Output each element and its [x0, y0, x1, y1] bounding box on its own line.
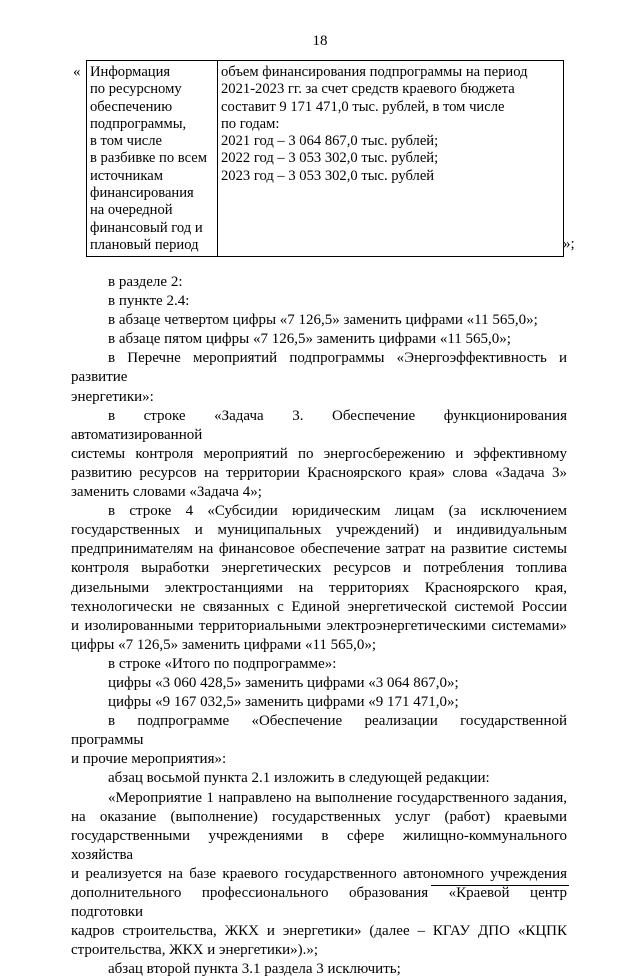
value-line: 2021 год – 3 064 867,0 тыс. рублей; [221, 133, 439, 150]
paragraph-line: «Мероприятие 1 направлено на выполнение государственного задания, [108, 789, 567, 806]
paragraph-line: цифры «9 167 032,5» заменить цифрами «9 171 471,0»; [108, 694, 459, 711]
paragraph-line: в разделе 2: [108, 274, 183, 290]
paragraph-line: в строке 4 «Субсидии юридическим лицам (за исключением [108, 503, 567, 520]
paragraph-line: предпринимателям на финансовое обеспечение затрат на развитие системы [71, 541, 567, 558]
label-line: Информация [90, 64, 171, 80]
paragraph-line: технологически не связанных с Единой энергетической системой России [71, 598, 567, 615]
paragraph-line: контроля выработки энергетических ресурсов и потребления топлива [71, 560, 567, 577]
opening-quote: « [73, 64, 81, 80]
body-text [71, 273, 567, 979]
paragraph-line: на оказание (выполнение) государственных услуг (работ) краевыми [71, 808, 567, 825]
label-line: на очередной [90, 202, 173, 219]
label-line: подпрограммы, [90, 115, 187, 132]
value-line: объем финансирования подпрограммы на период [221, 64, 528, 80]
paragraph-line: в Перечне мероприятий подпрограммы «Энергоэффективность и развитие [71, 350, 567, 386]
value-line: 2023 год – 3 053 302,0 тыс. рублей [221, 167, 435, 184]
page-number: 18 [312, 33, 328, 49]
paragraph-line: абзац восьмой пункта 2.1 изложить в следующей редакции: [108, 770, 490, 787]
paragraph-line: в строке «Задача 3. Обеспечение функционирования автоматизированной [71, 407, 567, 443]
paragraph-line: строительства, ЖКХ и энергетики»).»; [71, 942, 319, 959]
label-line: источникам [90, 167, 163, 184]
footer-divider [431, 885, 569, 886]
paragraph-line: и прочие мероприятия»: [71, 751, 227, 768]
paragraph-line: государственных и муниципальных учреждений) и индивидуальным [71, 522, 567, 539]
paragraph-line: кадров строительства, ЖКХ и энергетики» (далее – КГАУ ДПО «КЦПК [71, 923, 567, 940]
paragraph-line: в пункте 2.4: [108, 293, 190, 310]
label-line: в том числе [90, 133, 163, 150]
info-table-label-cell [87, 61, 218, 257]
paragraph-line: цифры «3 060 428,5» заменить цифрами «3 064 867,0»; [108, 674, 459, 691]
paragraph-line: в строке «Итого по подпрограмме»: [108, 655, 337, 672]
value-line: составит 9 171 471,0 тыс. рублей, в том числе [221, 98, 505, 115]
value-line: 2022 год – 3 053 302,0 тыс. рублей; [221, 150, 439, 167]
label-line: плановый период [90, 236, 199, 253]
paragraph-line: абзац второй пункта 3.1 раздела 3 исключить; [108, 961, 401, 978]
paragraph-line: заменить словами «Задача 4»; [71, 484, 262, 501]
info-table [86, 60, 564, 257]
label-line: обеспечению [90, 98, 173, 115]
paragraph-line: в абзаце пятом цифры «7 126,5» заменить цифрами «11 565,0»; [108, 331, 511, 348]
value-line: по годам: [221, 115, 280, 132]
label-line: по ресурсному [90, 81, 182, 98]
paragraph-line: и изолированными территориальными электроэнергетическими системами» [71, 617, 567, 634]
label-line: финансовый год и [90, 219, 203, 236]
label-line: финансирования [90, 185, 194, 202]
paragraph-line: государственными учреждениями в сфере жилищно-коммунального хозяйства [71, 827, 567, 863]
paragraph-line: и реализуется на базе краевого государственного автономного учреждения [71, 865, 567, 882]
paragraph-line: энергетики»: [71, 388, 154, 405]
paragraph-line: развитию ресурсов на территории Красноярского края» слова «Задача 3» [71, 464, 567, 481]
paragraph-line: в абзаце четвертом цифры «7 126,5» заменить цифрами «11 565,0»; [108, 312, 538, 329]
paragraph-line: в подпрограмме «Обеспечение реализации государственной программы [71, 713, 567, 749]
info-table-row [87, 61, 564, 257]
paragraph-line: дизельными электростанциями на территориях Красноярского края, [71, 579, 567, 596]
closing-quote: »; [563, 236, 575, 252]
paragraph-line: дополнительного профессионального образования «Краевой центр подготовки [71, 885, 567, 921]
value-line: 2021-2023 гг. за счет средств краевого бюджета [221, 81, 515, 98]
paragraph-line: цифры «7 126,5» заменить цифрами «11 565,0»; [71, 636, 377, 653]
paragraph-line: системы контроля мероприятий по энергосбережению и эффективному [71, 445, 567, 462]
label-line: в разбивке по всем [90, 150, 207, 167]
info-table-value-cell [218, 61, 564, 257]
